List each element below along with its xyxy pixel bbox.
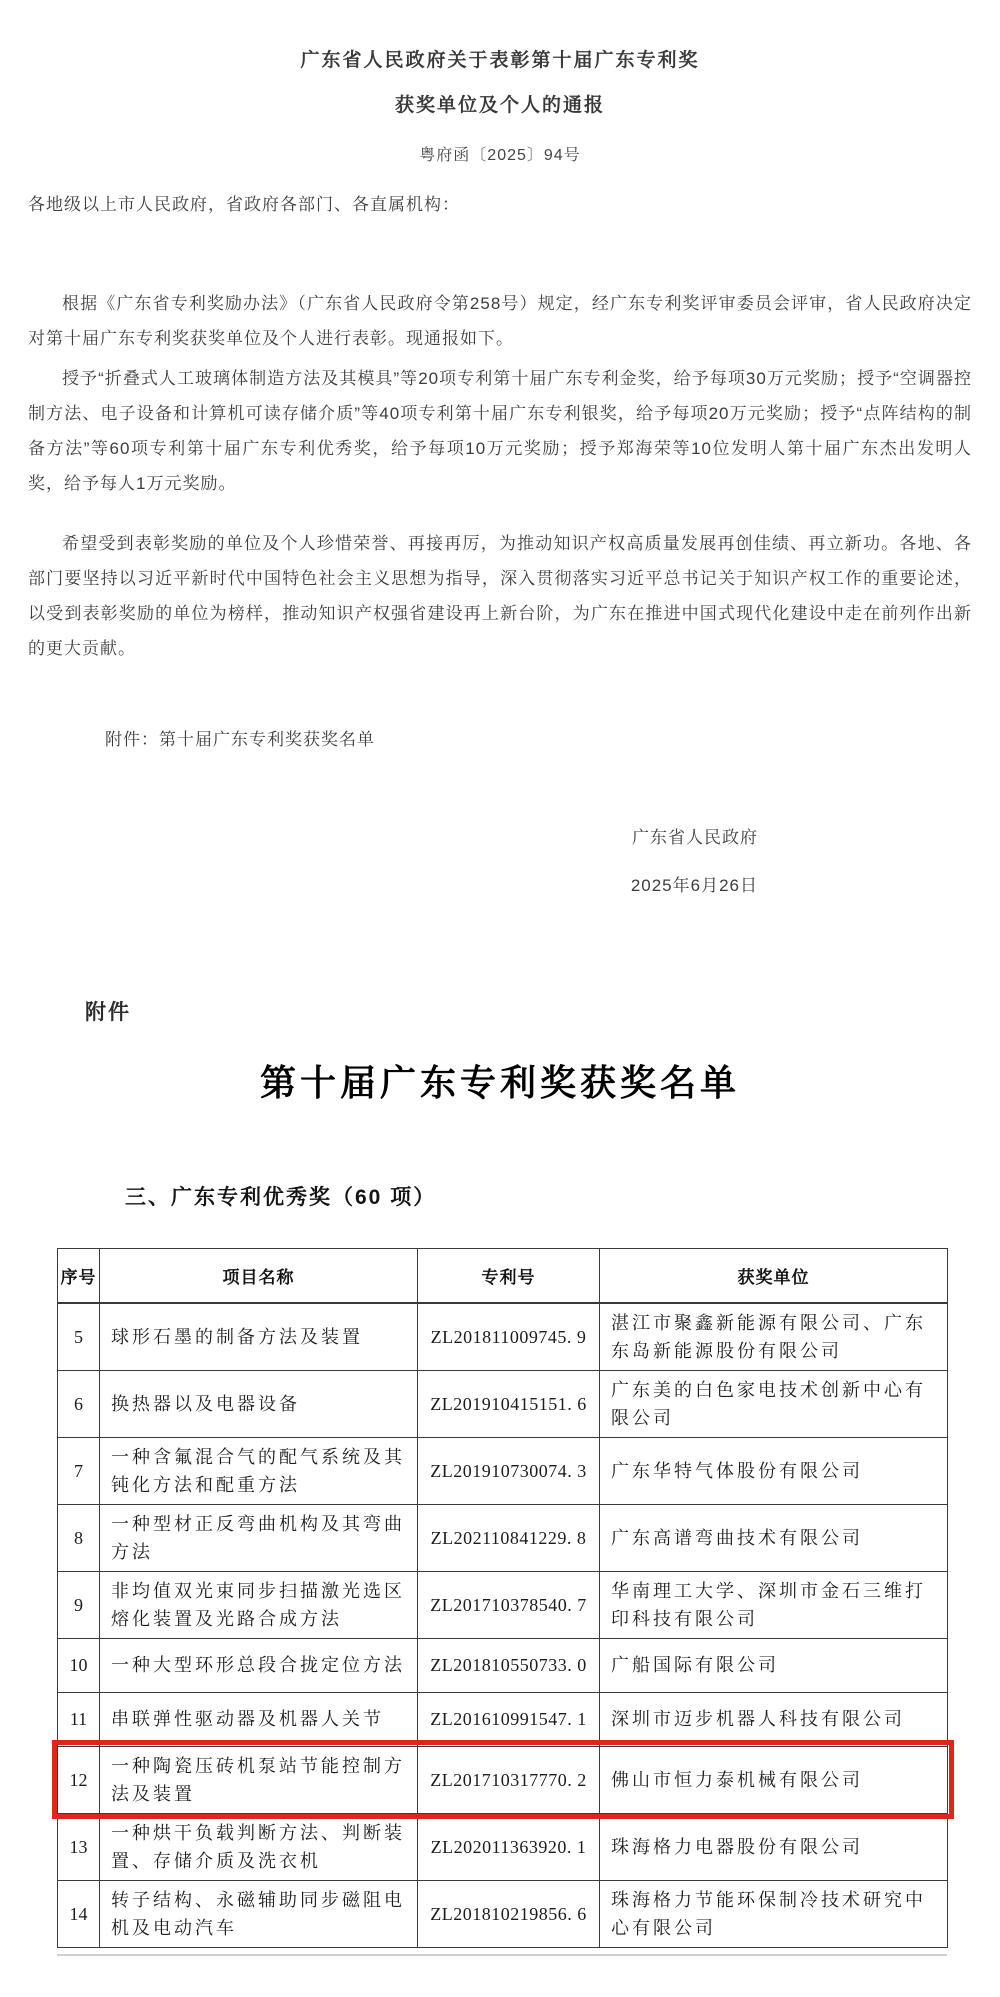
table-row bbox=[58, 1880, 948, 1947]
attachment-note: 附件：第十届广东专利奖获奖名单 bbox=[105, 730, 375, 749]
header-project-name: 项目名称 bbox=[100, 1249, 418, 1303]
row-no-cell: 11 bbox=[58, 1692, 100, 1746]
row-org-cell: 佛山市恒力泰机械有限公司 bbox=[600, 1746, 948, 1813]
row-patent-cell: ZL201910730074. 3 bbox=[418, 1437, 600, 1504]
row-name-cell: 一种型材正反弯曲机构及其弯曲方法 bbox=[100, 1504, 418, 1571]
row-patent-cell: ZL201710378540. 7 bbox=[418, 1571, 600, 1638]
table-row bbox=[58, 1303, 948, 1371]
section-title-excellence-award: 三、广东专利优秀奖（60 项） bbox=[125, 1186, 437, 1209]
row-no-cell: 6 bbox=[58, 1370, 100, 1437]
paragraph-awards: 授予“折叠式人工玻璃体制造方法及其模具”等20项专利第十届广东专利金奖，给予每项30万元奖励；授予“空调器控制方法、电子设备和计算机可读存储介质”等40项专利第十届广东专利银奖，给予每项20万元奖励；授予“点阵结构的制备方法”等60项专利第十届广东专利优秀奖，给予每项10万元奖励；授予郑海荣等10位发明人第十届广东杰出发明人奖，给予每人1万元奖励。 bbox=[28, 369, 972, 493]
row-no-cell: 8 bbox=[58, 1504, 100, 1571]
row-org-cell: 珠海格力节能环保制冷技术研究中心有限公司 bbox=[600, 1880, 948, 1947]
row-name-cell: 一种含氟混合气的配气系统及其钝化方法和配重方法 bbox=[100, 1437, 418, 1504]
row-org-cell: 广东高谱弯曲技术有限公司 bbox=[600, 1504, 948, 1571]
table-row bbox=[58, 1370, 948, 1437]
row-org-cell: 广东美的白色家电技术创新中心有限公司 bbox=[600, 1370, 948, 1437]
row-no-cell: 5 bbox=[58, 1303, 100, 1371]
paragraph-basis: 根据《广东省专利奖励办法》（广东省人民政府令第258号）规定，经广东专利奖评审委员会评审，省人民政府决定对第十届广东专利奖获奖单位及个人进行表彰。现通报如下。 bbox=[28, 294, 972, 348]
row-name-cell: 串联弹性驱动器及机器人关节 bbox=[100, 1692, 418, 1746]
salutation: 各地级以上市人民政府，省政府各部门、各直属机构： bbox=[28, 195, 460, 214]
row-org-cell: 华南理工大学、深圳市金石三维打印科技有限公司 bbox=[600, 1571, 948, 1638]
table-row bbox=[58, 1692, 948, 1746]
doc-number: 粤府函〔2025〕94号 bbox=[419, 147, 581, 164]
table-header-row bbox=[58, 1249, 948, 1303]
table-row bbox=[58, 1638, 948, 1692]
header-org: 获奖单位 bbox=[600, 1249, 948, 1303]
row-no-cell: 7 bbox=[58, 1437, 100, 1504]
award-table bbox=[57, 1248, 948, 1948]
award-table-container bbox=[57, 1248, 947, 1956]
row-org-cell: 珠海格力电器股份有限公司 bbox=[600, 1813, 948, 1880]
table-row bbox=[58, 1437, 948, 1504]
row-patent-cell: ZL201910415151. 6 bbox=[418, 1370, 600, 1437]
row-patent-cell: ZL202110841229. 8 bbox=[418, 1504, 600, 1571]
signer: 广东省人民政府 bbox=[632, 828, 758, 847]
row-no-cell: 13 bbox=[58, 1813, 100, 1880]
row-no-cell: 9 bbox=[58, 1571, 100, 1638]
table-next-row-hint bbox=[57, 1954, 947, 1956]
row-patent-cell: ZL201810219856. 6 bbox=[418, 1880, 600, 1947]
row-patent-cell: ZL201811009745. 9 bbox=[418, 1303, 600, 1371]
header-patent-no: 专利号 bbox=[418, 1249, 600, 1303]
highlighted-row bbox=[58, 1746, 948, 1813]
row-name-cell: 一种大型环形总段合拢定位方法 bbox=[100, 1638, 418, 1692]
row-org-cell: 深圳市迈步机器人科技有限公司 bbox=[600, 1692, 948, 1746]
row-patent-cell: ZL201710317770. 2 bbox=[418, 1746, 600, 1813]
row-name-cell: 球形石墨的制备方法及装置 bbox=[100, 1303, 418, 1371]
row-name-cell: 一种陶瓷压砖机泵站节能控制方法及装置 bbox=[100, 1746, 418, 1813]
sign-date: 2025年6月26日 bbox=[630, 876, 758, 895]
table-row bbox=[58, 1813, 948, 1880]
row-no-cell: 14 bbox=[58, 1880, 100, 1947]
row-name-cell: 转子结构、永磁辅助同步磁阻电机及电动汽车 bbox=[100, 1880, 418, 1947]
attachment-title: 第十届广东专利奖获奖名单 bbox=[259, 1063, 740, 1103]
table-row bbox=[58, 1504, 948, 1571]
row-no-cell: 12 bbox=[58, 1746, 100, 1813]
paragraph-hope: 希望受到表彰奖励的单位及个人珍惜荣誉、再接再厉，为推动知识产权高质量发展再创佳绩、再立新功。各地、各部门要坚持以习近平新时代中国特色社会主义思想为指导，深入贯彻落实习近平总书记关于知识产权工作的重要论述，以受到表彰奖励的单位为榜样，推动知识产权强省建设再上新台阶，为广东在推进中国式现代化建设中走在前列作出新的更大贡献。 bbox=[28, 534, 972, 658]
row-patent-cell: ZL202011363920. 1 bbox=[418, 1813, 600, 1880]
row-patent-cell: ZL201610991547. 1 bbox=[418, 1692, 600, 1746]
attachment-label: 附件 bbox=[85, 1001, 131, 1024]
row-org-cell: 广船国际有限公司 bbox=[600, 1638, 948, 1692]
row-name-cell: 非均值双光束同步扫描激光选区熔化装置及光路合成方法 bbox=[100, 1571, 418, 1638]
row-org-cell: 湛江市聚鑫新能源有限公司、广东东岛新能源股份有限公司 bbox=[600, 1303, 948, 1371]
row-org-cell: 广东华特气体股份有限公司 bbox=[600, 1437, 948, 1504]
row-name-cell: 一种烘干负载判断方法、判断装置、存储介质及洗衣机 bbox=[100, 1813, 418, 1880]
header-no: 序号 bbox=[58, 1249, 100, 1303]
doc-title-line1: 广东省人民政府关于表彰第十届广东专利奖 bbox=[300, 50, 700, 71]
row-patent-cell: ZL201810550733. 0 bbox=[418, 1638, 600, 1692]
row-no-cell: 10 bbox=[58, 1638, 100, 1692]
row-name-cell: 换热器以及电器设备 bbox=[100, 1370, 418, 1437]
doc-title-line2: 获奖单位及个人的通报 bbox=[394, 95, 605, 116]
table-row bbox=[58, 1571, 948, 1638]
